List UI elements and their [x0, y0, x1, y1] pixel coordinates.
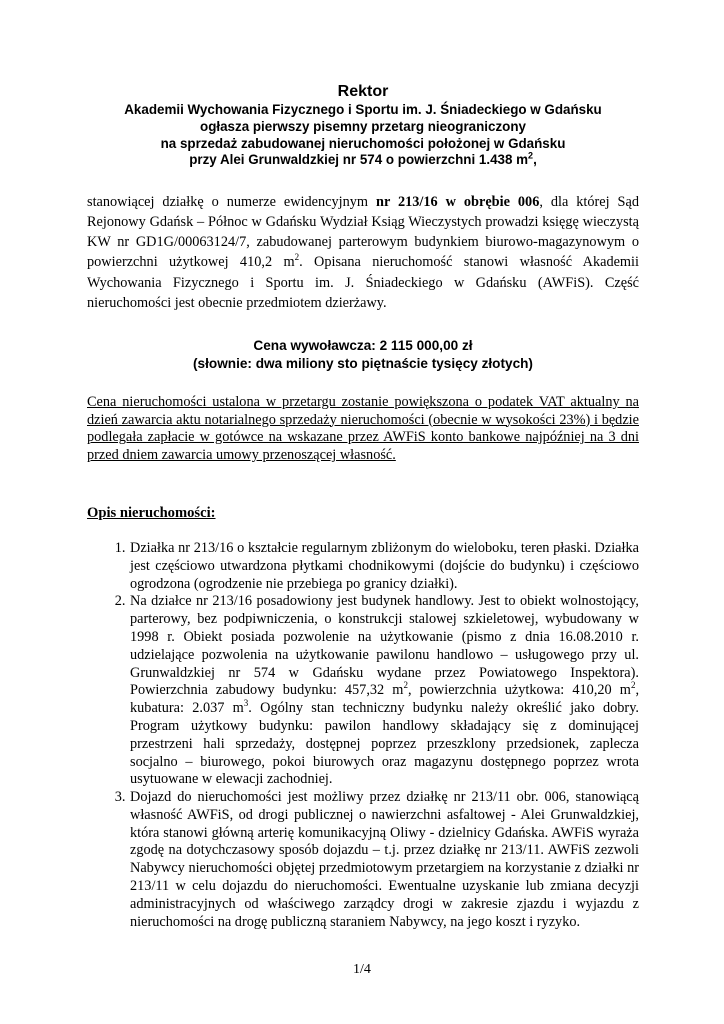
- header-line-1: Akademii Wychowania Fizycznego i Sportu im. J. Śniadeckiego w Gdańsku: [124, 102, 602, 117]
- intro-superscript: 2: [294, 252, 300, 263]
- description-item-2: [129, 593, 639, 789]
- header-line-4-end: ,: [533, 152, 537, 168]
- item-2-sup-3: 3: [243, 698, 249, 709]
- starting-price-words: (słownie: dwa miliony sto piętnaście tysięcy złotych): [193, 355, 533, 371]
- intro-part-2: , dla której Sąd Rejonowy Gdańsk – Północ w Gdańsku Wydział Ksiąg Wieczystych prowadzi księgę wieczystą KW nr GD1G/00063124/7, zabudowanej parterowym budynkiem biurowo-magazynowym o powierzchni użytkowej 410,2 m: [87, 194, 639, 271]
- item-2-part-b: , powierzchnia użytkowa: 410,20 m: [407, 682, 631, 699]
- starting-price-block: [87, 337, 639, 373]
- item-2-sup-2: 2: [630, 680, 636, 691]
- header-line-3: na sprzedaż zabudowanej nieruchomości położonej w Gdańsku: [160, 135, 566, 151]
- intro-part-3: . Opisana nieruchomość stanowi własność Akademii Wychowania Fizycznego i Sportu im. J. Śniadeckiego w Gdańsku (AWFiS). Część nieruchomości jest obecnie przedmiotem dzierżawy.: [87, 254, 639, 311]
- intro-paragraph: [87, 192, 639, 313]
- plot-number: nr 213/16 w obrębie 006: [376, 194, 540, 211]
- description-item-1: 1. Działka nr 213/16 o kształcie regularnym zbliżonym do wieloboku, teren płaski. Działka jest częściowo utwardzona płytkami chodnikowymi (dojście do budynku) i częściowo ogrodzona (ogrodzenie nie przebiega po granicy działki).: [129, 540, 639, 593]
- description-list: [87, 540, 639, 932]
- item-2-part-a: Na działce nr 213/16 posadowiony jest budynek handlowy. Jest to obiekt wolnostojący, parterowy, bez podpiwniczenia, o konstrukcji stalowej szkieletowej, wybudowany w 1998 r. Obiekt posiada pozwolenie na użytkowanie (pismo z dnia 16.08.2010 r. udzielające pozwolenia na użytkowanie pawilonu handlowo – usługowego przy ul. Grunwaldzkiej nr 574 w Gdańsku wydane przez Powiatowego Inspektora). Powierzchnia zabudowy budynku: 457,32 m: [130, 593, 639, 699]
- document-page: [87, 82, 639, 931]
- area-unit-superscript: 2: [528, 150, 534, 161]
- vat-note: Cena nieruchomości ustalona w przetargu zostanie powiększona o podatek VAT aktualny na dzień zawarcia aktu notarialnego sprzedaży nieruchomości (obecnie w wysokości 23%) i będzie podlegała zapłacie w gotówce na wskazane przez AWFiS konto bankowe najpóźniej na 3 dni przed dniem zawarcia umowy przenoszącej własność.: [87, 393, 639, 464]
- item-2-sup-1: 2: [403, 680, 408, 691]
- header-line-4-text: przy Alei Grunwaldzkiej nr 574 o powierzchni 1.438 m: [189, 152, 529, 168]
- intro-part-1: stanowiącej działkę o numerze ewidencyjnym: [87, 194, 376, 211]
- header-line-4: [87, 152, 639, 169]
- header-title: Rektor: [337, 83, 389, 100]
- starting-price: Cena wywoławcza: 2 115 000,00 zł: [253, 337, 473, 353]
- item-2-part-d: . Ogólny stan techniczny budynku należy określić jako dobry. Program użytkowy budynku: pawilon handlowy składający się z dominującej przestrzeni hali sprzedaży, dostępnej poprzez przeszklony przedsionek, zaplecza socjalno – biurowego, pokoi biurowych oraz magazynu dostępnego poprzez wrota usytuowane w elewacji zachodniej.: [130, 700, 639, 788]
- announcement-header: [87, 82, 639, 169]
- item-2-part-c: , kubatura: 2.037 m: [130, 682, 640, 717]
- header-line-2: ogłasza pierwszy pisemny przetarg nieograniczony: [200, 118, 526, 134]
- page-number: 1/4: [353, 962, 371, 977]
- description-heading: Opis nieruchomości:: [87, 504, 216, 521]
- description-item-3: 3. Dojazd do nieruchomości jest możliwy przez działkę nr 213/11 obr. 006, stanowiącą własność AWFiS, od drogi publicznej o nawierzchni asfaltowej - Alei Grunwaldzkiej, która stanowi główną arterię komunikacyjną Oliwy - dzielnicy Gdańska. AWFiS wyraża zgodę na dotychczasowy sposób dojazdu – t.j. przez działkę nr 213/11. AWFiS zezwoli Nabywcy nieruchomości objętej przedmiotowym przetargiem na korzystanie z działki nr 213/11 w celu dojazdu do nieruchomości. Ewentualne uzyskanie lub zmiana decyzji administracyjnych od właściwego zarządcy drogi w zakresie zjazdu i wyjazdu z nieruchomości na drogę publiczną staraniem Nabywcy, na jego koszt i ryzyko.: [129, 789, 639, 931]
